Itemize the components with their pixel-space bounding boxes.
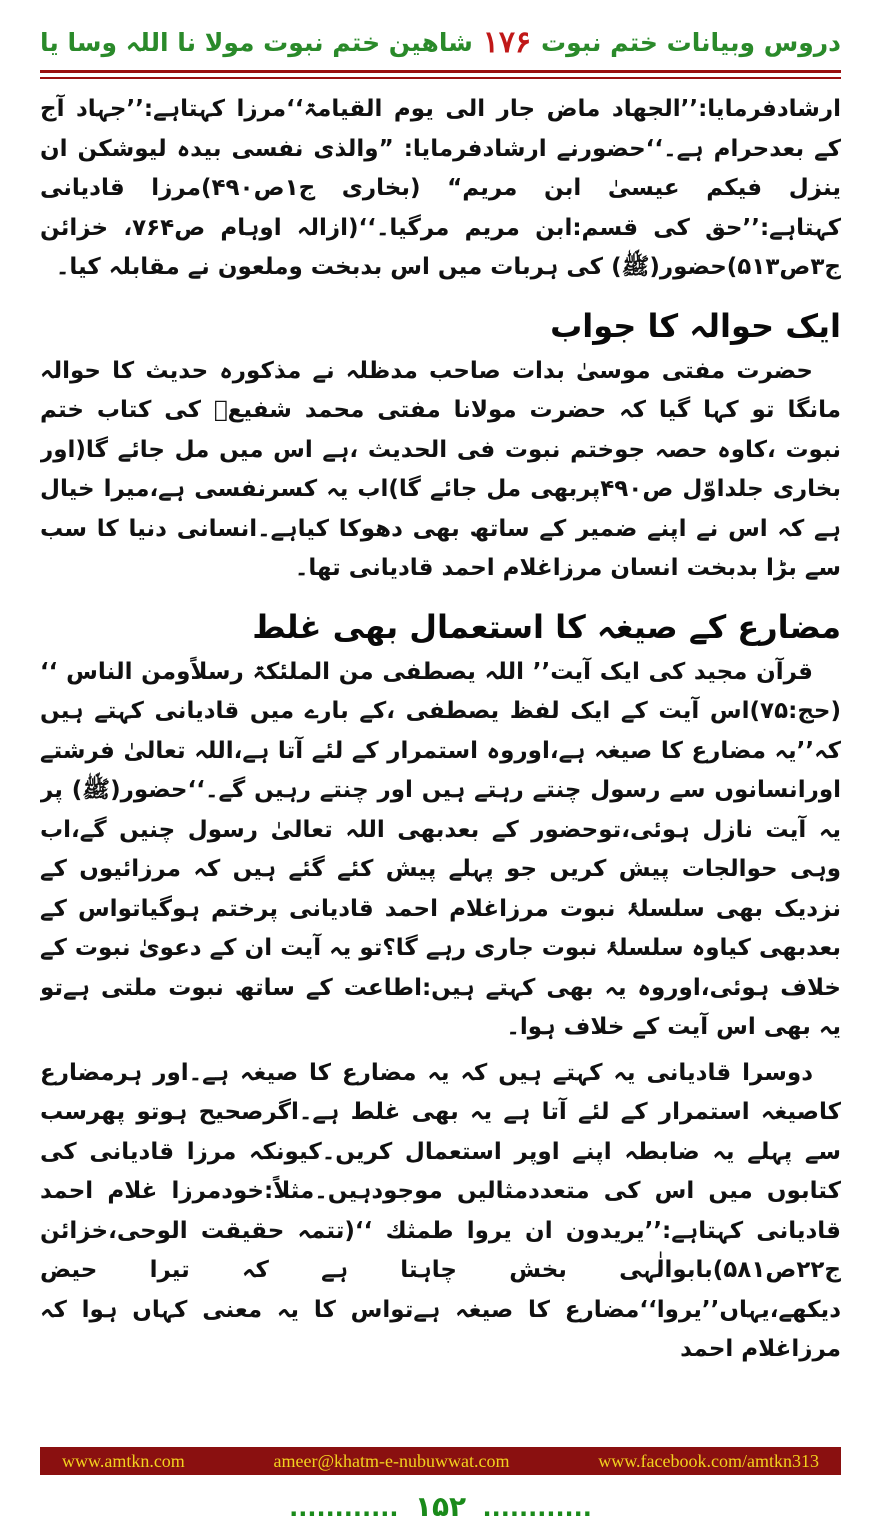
page-body	[40, 90, 841, 1431]
page-header	[40, 22, 841, 62]
paragraph-2: حضرت مفتی موسیٰ بدات صاحب مدظلہ نے مذکورہ حدیث کا حوالہ مانگا تو کہا گیا کہ حضرت مولانا مفتی محمد شفیعؒ کی کتاب ختم نبوت ،کاوہ حصہ جوختم نبوت فی الحدیث ،ہے اس میں مل جائے گا(اور بخاری جلداوّل ص۴۹۰پربھی مل جائے گا)اب یہ کسرنفسی ہے،میرا خیال ہے کہ اس نے اپنے ضمیر کے ساتھ بھی دھوکا کیاہے۔انسانی دنیا کا سب سے بڑا بدبخت انسان مرزاغلام احمد قادیانی تھا۔	[40, 357, 841, 581]
dots-right: ............	[482, 1494, 592, 1522]
author-name: شاھین ختم نبوت مولا نا اللہ وسا یا	[40, 27, 473, 57]
paragraph-1: ارشادفرمایا:’’الجھاد ماض جار الی یوم القیامۃ‘‘مرزا کہتاہے:’’جہاد آج کے بعدحرام ہے۔‘‘حضورنے ارشادفرمایا: ”والذی نفسی بیدہ لیوشکن ان ینزل فیکم عیسیٰ ابن مریم“ (بخاری ج۱ص۴۹۰)مرزا قادیانی کہتاہے:’’حق کی قسم:ابن مریم مرگیا۔‘‘(ازالہ اوہام ص۷۶۴، خزائن ج۳ص۵۱۳)حضور(ﷺ) کی ہربات میں اس بدبخت وملعون نے مقابلہ کیا۔	[40, 96, 841, 280]
dots-left: ............	[289, 1494, 399, 1522]
footer-bar	[40, 1447, 841, 1475]
section-heading-reference: ایک حوالہ کا جواب	[550, 306, 841, 345]
footer-email-link[interactable]: ameer@khatm-e-nubuwwat.com	[273, 1450, 510, 1471]
header-page-number: ۱۷۶	[482, 24, 532, 60]
paragraph-4: دوسرا قادیانی یہ کہتے ہیں کہ یہ مضارع کا صیغہ ہے۔اور ہرمضارع کاصیغہ استمرار کے لئے آتا ہے یہ بھی غلط ہے۔اگرصحیح ہوتو پھرسب سے پہلے یہ ضابطہ اپنے اوپر استعمال کریں۔کیونکہ مرزا قادیانی کی کتابوں میں اس کی متعددمثالیں موجودہیں۔مثلاً:خودمرزا غلام احمد قادیانی کہتاہے:’’یریدون ان یروا طمثك ‘‘(تتمہ حقیقت الوحی،خزائن ج۲۲ص۵۸۱)بابوالٰہی بخش چاہتا ہے کہ تیرا حیض دیکھے،یہاں’’یروا‘‘مضارع کا صیغہ ہےتواس کا یہ معنی کہاں ہوا کہ مرزاغلام احمد	[40, 1059, 841, 1362]
page-number: ۱۵۲	[414, 1490, 467, 1523]
paragraph-3: قرآن مجید کی ایک آیت’’ اللہ یصطفی من الملئکۃ رسلاًومن الناس ‘‘ (حج:۷۵)اس آیت کے ایک لفظ یصطفی ،کے بارے میں قادیانی کہتے ہیں کہ’’یہ مضارع کا صیغہ ہے،اوروہ استمرار کے لئے آتا ہے،اللہ تعالیٰ فرشتے اورانسانوں سے رسول چنتے رہتے ہیں اور چنتے رہیں گے۔‘‘حضور(ﷺ) پر یہ آیت نازل ہوئی،توحضور کے بعدبھی اللہ تعالیٰ رسول چنیں گے،اب وہی حوالجات پیش کریں جو پہلے پیش کئے گئے ہیں کہ مرزائیوں کے نزدیک بھی سلسلۂ نبوت مرزاغلام احمد قادیانی پرختم ہوگیاتواس کے بعدبھی کیاوہ سلسلۂ نبوت جاری رہے گا؟تو یہ آیت ان کے دعویٰ نبوت کے خلاف ہوئی،اوروہ یہ بھی کہتے ہیں:اطاعت کے ساتھ نبوت ملتی ہےتو یہ بھی اس آیت کے خلاف ہوا۔	[40, 658, 841, 1040]
footer-website-link[interactable]: www.amtkn.com	[62, 1450, 185, 1471]
header-rule-thin	[40, 77, 841, 79]
header-rule-thick	[40, 70, 841, 73]
section-heading-mudari: مضارع کے صیغہ کا استعمال بھی غلط	[252, 607, 841, 646]
bottom-page-number	[0, 1490, 881, 1523]
footer-facebook-link[interactable]: www.facebook.com/amtkn313	[598, 1450, 819, 1471]
book-title: دروس وبیانات ختم نبوت	[541, 27, 841, 57]
